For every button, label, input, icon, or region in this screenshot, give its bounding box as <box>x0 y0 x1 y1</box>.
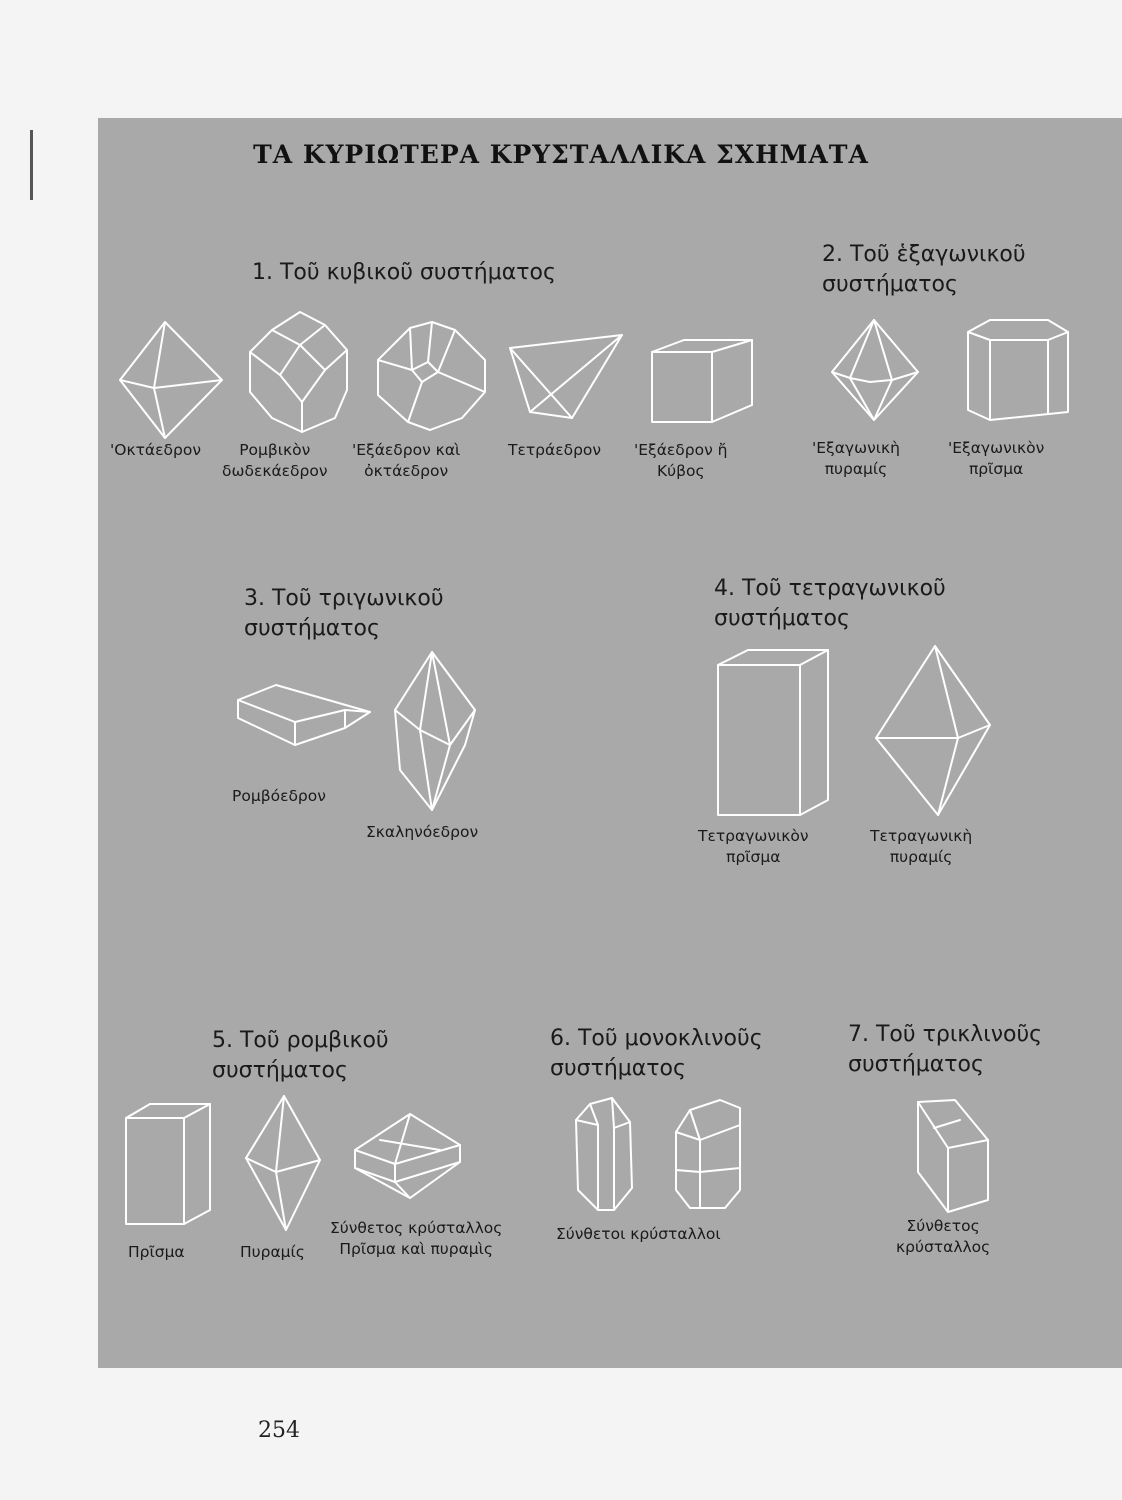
heading-hexagonal-system: 2. Τοῦ ἑξαγωνικοῦ συστήματος <box>822 242 1026 297</box>
label-tetrahedron: Τετράεδρον <box>508 441 602 459</box>
page-title: ΤΑ ΚΥΡΙΩΤΕΡΑ ΚΡΥΣΤΑΛΛΙΚΑ ΣΧΗΜΑΤΑ <box>253 140 869 169</box>
label-triclinic-crystal: Σύνθετος κρύσταλλος <box>896 1217 991 1256</box>
label-octahedron: 'Οκτάεδρον <box>110 441 201 459</box>
label-prism-pyramid-crystal: Σύνθετος κρύσταλλος Πρῖσμα καὶ πυραμὶς <box>330 1219 503 1258</box>
label-scalenohedron: Σκαληνόεδρον <box>366 823 479 841</box>
label-rhombohedron: Ρομβόεδρον <box>232 787 326 805</box>
label-hexagonal-pyramid: 'Εξαγωνικὴ πυραμίς <box>812 439 900 478</box>
label-monoclinic-crystals: Σύνθετοι κρύσταλλοι <box>556 1225 721 1243</box>
label-rhombic-dodecahedron: Ρομβικὸν δωδεκάεδρον <box>222 441 328 480</box>
label-tetragonal-prism: Τετραγωνικὸν πρῖσμα <box>698 827 809 866</box>
heading-cubic-system: 1. Τοῦ κυβικοῦ συστήματος <box>252 260 556 285</box>
label-hexahedron-octahedron: 'Εξάεδρον καὶ ὀκτάεδρον <box>352 441 461 480</box>
heading-trigonal-system: 3. Τοῦ τριγωνικοῦ συστήματος <box>244 586 444 641</box>
label-hexagonal-prism: 'Εξαγωνικὸν πρῖσμα <box>948 439 1045 478</box>
heading-orthorhombic-system: 5. Τοῦ ρομβικοῦ συστήματος <box>212 1028 389 1083</box>
heading-tetragonal-system: 4. Τοῦ τετραγωνικοῦ συστήματος <box>714 576 946 631</box>
page-number: 254 <box>258 1418 300 1443</box>
label-cube: 'Εξάεδρον ἤ Κύβος <box>634 441 728 480</box>
illustration-plate <box>98 118 1122 1368</box>
label-tetragonal-pyramid: Τετραγωνικὴ πυραμίς <box>870 827 973 866</box>
label-orthorhombic-prism: Πρῖσμα <box>128 1243 185 1261</box>
label-orthorhombic-pyramid: Πυραμίς <box>240 1243 305 1261</box>
heading-monoclinic-system: 6. Τοῦ μονοκλινοῦς συστήματος <box>550 1026 763 1081</box>
heading-triclinic-system: 7. Τοῦ τρικλινοῦς συστήματος <box>848 1022 1043 1077</box>
